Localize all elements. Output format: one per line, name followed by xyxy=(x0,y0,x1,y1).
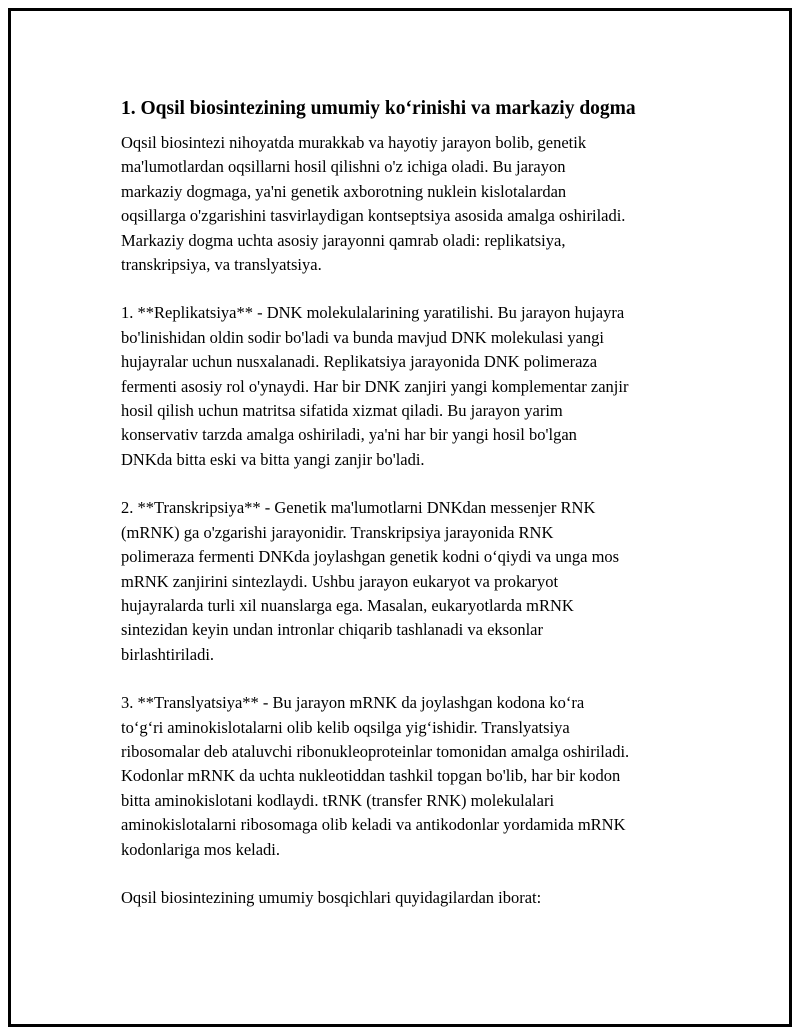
page-frame xyxy=(8,8,792,1027)
transcription-paragraph: 2. **Transkripsiya** - Genetik ma'lumotlarni DNKdan messenjer RNK (mRNK) ga o'zgarishi jarayonidir. Transkripsiya jarayonida RNK polimeraza fermenti DNKda joylashgan genetik kodni o‘qiydi va unga mos mRNK zanjirini sintezlaydi. Ushbu jarayon eukaryot va prokaryot hujayralarda turli xil nuanslarga ega. Masalan, eukaryotlarda mRNK sintezidan keyin undan intronlar chiqarib tashlanadi va eksonlar birlashtiriladi. xyxy=(121,498,620,664)
document-body xyxy=(121,96,696,910)
section-heading: 1. Oqsil biosintezining umumiy ko‘rinishi va markaziy dogma xyxy=(121,98,636,119)
translation-paragraph: 3. **Translyatsiya** - Bu jarayon mRNK da joylashgan kodona ko‘ra to‘g‘ri aminokislotalarni olib kelib oqsilga yig‘ishidir. Translyatsiya ribosomalar deb ataluvchi ribonukleoproteinlar tomonidan amalga oshiriladi. Kodonlar mRNK da uchta nukleotiddan tashkil topgan bo'lib, har bir kodon bitta aminokislotani kodlaydi. tRNK (transfer RNK) molekulalari aminokislotalarni ribosomaga olib keladi va antikodonlar yordamida mRNK kodonlariga mos keladi. xyxy=(121,693,630,859)
replication-paragraph: 1. **Replikatsiya** - DNK molekulalarining yaratilishi. Bu jarayon hujayra bo'linishidan oldin sodir bo'ladi va bunda mavjud DNK molekulasi yangi hujayralar uchun nusxalanadi. Replikatsiya jarayonida DNK polimeraza fermenti asosiy rol o'ynaydi. Har bir DNK zanjiri yangi komplementar zanjir hosil qilish uchun matritsa sifatida xizmat qiladi. Bu jarayon yarim konservativ tarzda amalga oshiriladi, ya'ni har bir yangi hosil bo'lgan DNKda bitta eski va bitta yangi zanjir bo'ladi. xyxy=(121,303,629,469)
intro-paragraph: Oqsil biosintezi nihoyatda murakkab va hayotiy jarayon bolib, genetik ma'lumotlardan oqsillarni hosil qilishni o'z ichiga oladi. Bu jarayon markaziy dogmaga, ya'ni genetik axborotning nuklein kislotalardan oqsillarga o'zgarishini tasvirlaydigan kontseptsiya asosida amalga oshiriladi. Markaziy dogma uchta asosiy jarayonni qamrab oladi: replikatsiya, transkripsiya, va translyatsiya. xyxy=(121,133,626,275)
stages-intro-paragraph: Oqsil biosintezining umumiy bosqichlari quyidagilardan iborat: xyxy=(121,887,542,907)
